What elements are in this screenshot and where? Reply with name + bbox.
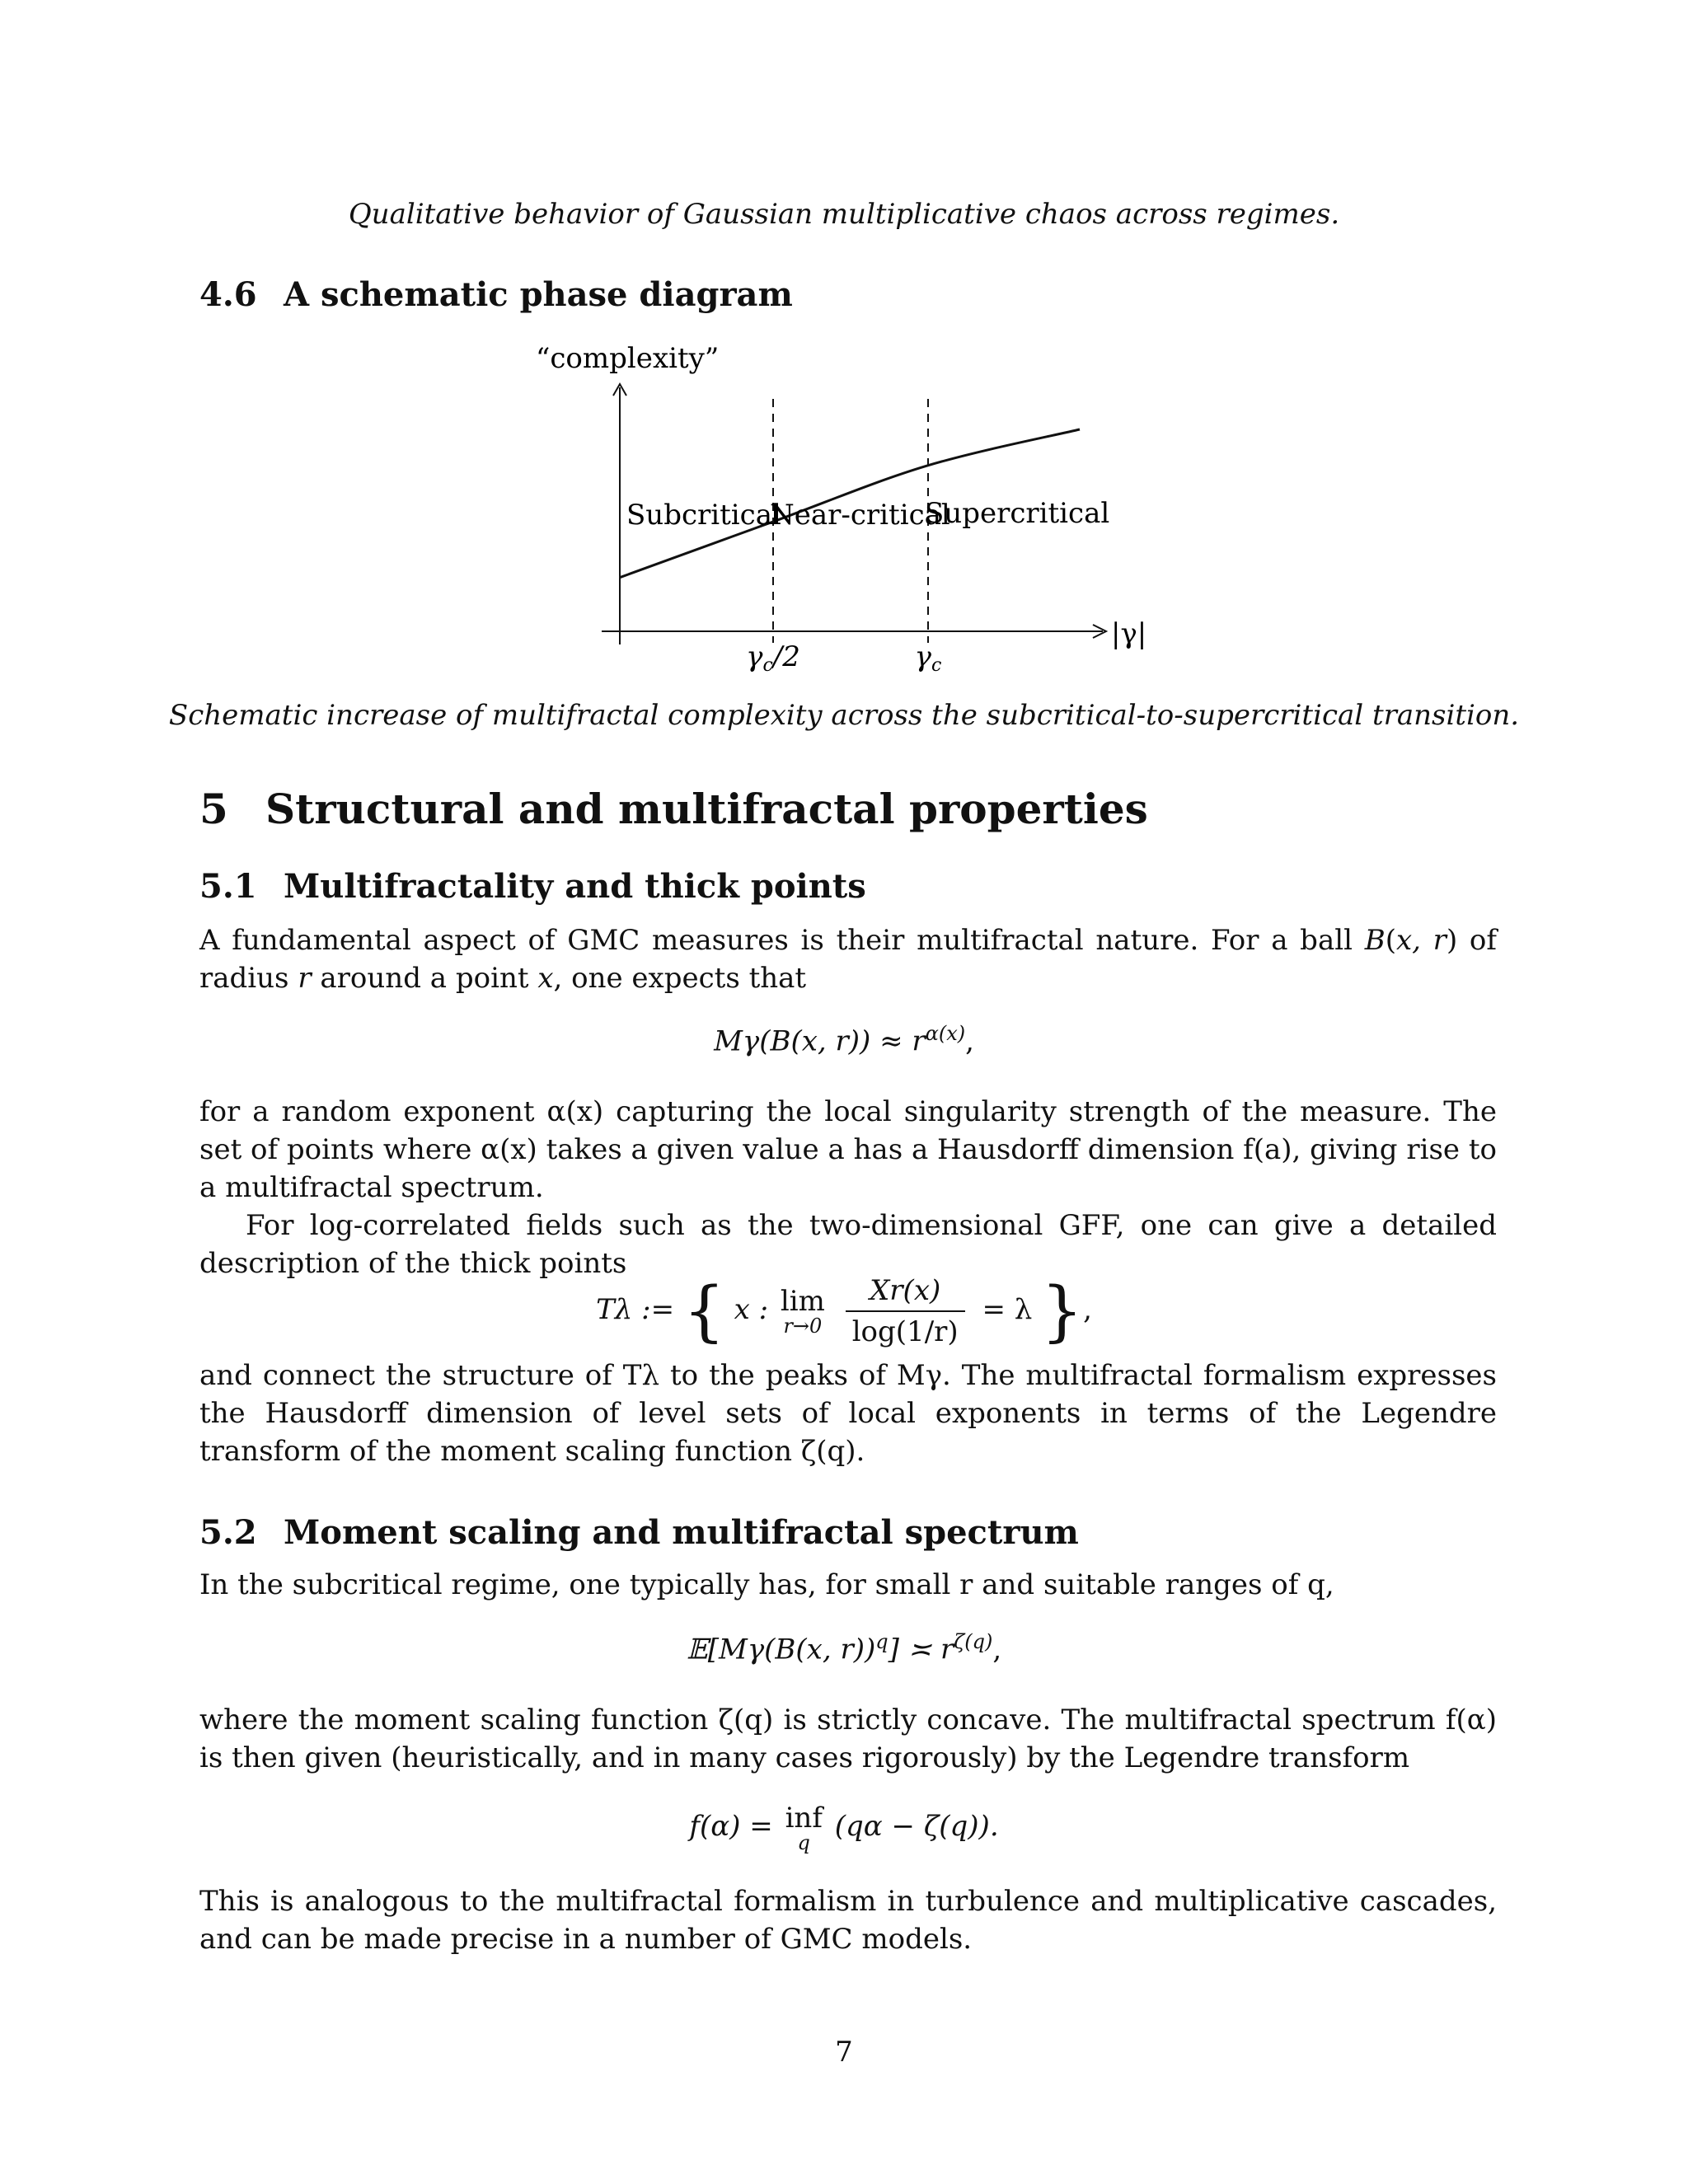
fraction [846, 1274, 965, 1348]
region-label-subcritical: Subcritical [626, 499, 781, 532]
equation-tail: , [1083, 1293, 1092, 1326]
paragraph-thick-points: For log-correlated fields such as the two-dimensional GFF, one can give a detailed description of the thick points [199, 1209, 1497, 1280]
subsection-5-1-heading [199, 867, 866, 906]
paragraph-subcritical-regime: In the subcritical regime, one typically has, for small r and suitable ranges of q, [199, 1568, 1334, 1601]
equation-exponent: ζ(q) [954, 1630, 993, 1653]
paragraph-legendre-connection: and connect the structure of Tλ to the peaks of Mγ. The multifractal formalism expresses the Hausdorff dimension of level sets of local exponents in terms of the Legendre transform of the moment scaling function ζ(q). [199, 1359, 1497, 1468]
subsection-title: Moment scaling and multifractal spectrum [284, 1513, 1079, 1552]
equation-exponent: α(x) [925, 1022, 966, 1045]
limit-text: lim [780, 1285, 825, 1318]
paragraph-multifractal-intro: A fundamental aspect of GMC measures is their multifractal nature. For a ball B(x, r) of radius r around a point x, one expects that [199, 924, 1497, 995]
equation-rhs: = λ [982, 1293, 1033, 1326]
equation-var: x : [734, 1293, 769, 1326]
equation-moment-scaling [0, 1630, 1688, 1666]
equation-tail: , [992, 1633, 1002, 1666]
math-ball: B [1364, 924, 1386, 957]
equation-lhs: f(α) = [689, 1810, 773, 1843]
subsection-title: Multifractality and thick points [284, 867, 866, 906]
equation-rhs: (qα − ζ(q)). [834, 1810, 999, 1843]
subsection-number: 5.1 [199, 867, 257, 906]
subsection-number: 5.2 [199, 1513, 257, 1552]
subsection-5-2-heading [199, 1513, 1079, 1552]
page-number: 7 [835, 2036, 853, 2069]
right-brace: } [1041, 1272, 1084, 1349]
x-axis-label: |γ| [1111, 617, 1147, 650]
infimum-text: inf [785, 1802, 823, 1835]
subsection-number: 4.6 [199, 275, 257, 314]
section-number: 5 [199, 785, 228, 833]
subsection-title: A schematic phase diagram [284, 275, 793, 314]
infimum-operator [785, 1802, 823, 1854]
equation-body: 𝔼[Mγ(B(x, r)) [686, 1633, 876, 1666]
infimum-subscript: q [797, 1831, 810, 1854]
equation-tail: , [965, 1024, 974, 1058]
math-r: r [298, 962, 312, 995]
text-run: , one expects that [553, 962, 807, 995]
paragraph-singularity: for a random exponent α(x) capturing the local singularity strength of the measure. The set of points where α(x) takes a given value a has a Hausdorff dimension f(a), giving rise to a multifractal spectrum. [199, 1095, 1497, 1204]
section-title: Structural and multifractal properties [265, 785, 1148, 833]
left-brace: { [682, 1272, 725, 1349]
subsection-4-6-heading [199, 275, 793, 314]
limit-operator [781, 1285, 825, 1338]
equation-body: Mγ(B(x, r)) ≈ r [714, 1024, 926, 1058]
figure-caption: Schematic increase of multifractal complexity across the subcritical-to-supercritical transition. [168, 699, 1520, 732]
region-label-supercritical: Supercritical [925, 497, 1110, 530]
text-run: A fundamental aspect of GMC measures is their multifractal nature. For a ball [199, 924, 1365, 957]
phase-diagram-figure [0, 330, 1688, 676]
y-axis-label: “complexity” [536, 342, 720, 375]
tick-label-gamma-c: γc [914, 640, 942, 676]
fraction-denominator: log(1/r) [851, 1315, 959, 1348]
text-run: of radius [199, 924, 1497, 995]
tick-label-gamma-c-half: γc/2 [746, 640, 800, 676]
section-5-heading [199, 785, 1148, 833]
top-caption: Qualitative behavior of Gaussian multiplicative chaos across regimes. [348, 198, 1340, 231]
limit-subscript: r→0 [783, 1315, 823, 1338]
equation-lhs: Tλ := [596, 1293, 675, 1326]
math-x: x [537, 962, 554, 995]
equation-legendre-transform [0, 1802, 1688, 1854]
region-label-near-critical: Near-critical [770, 499, 950, 532]
equation-local-scaling [0, 1022, 1688, 1057]
equation-thick-points [0, 1274, 1688, 1357]
paragraph-turbulence-analogy: This is analogous to the multifractal formalism in turbulence and multiplicative cascades, and can be made precise in a number of GMC models. [199, 1885, 1497, 1956]
equation-rhs: ] ≍ r [888, 1633, 954, 1666]
paragraph-concavity: where the moment scaling function ζ(q) is strictly concave. The multifractal spectrum f(α) is then given (heuristically, and in many cases rigorously) by the Legendre transform [199, 1704, 1497, 1774]
fraction-numerator: Xr(x) [846, 1274, 965, 1312]
equation-power: q [875, 1630, 889, 1653]
text-run: around a point [311, 962, 538, 995]
